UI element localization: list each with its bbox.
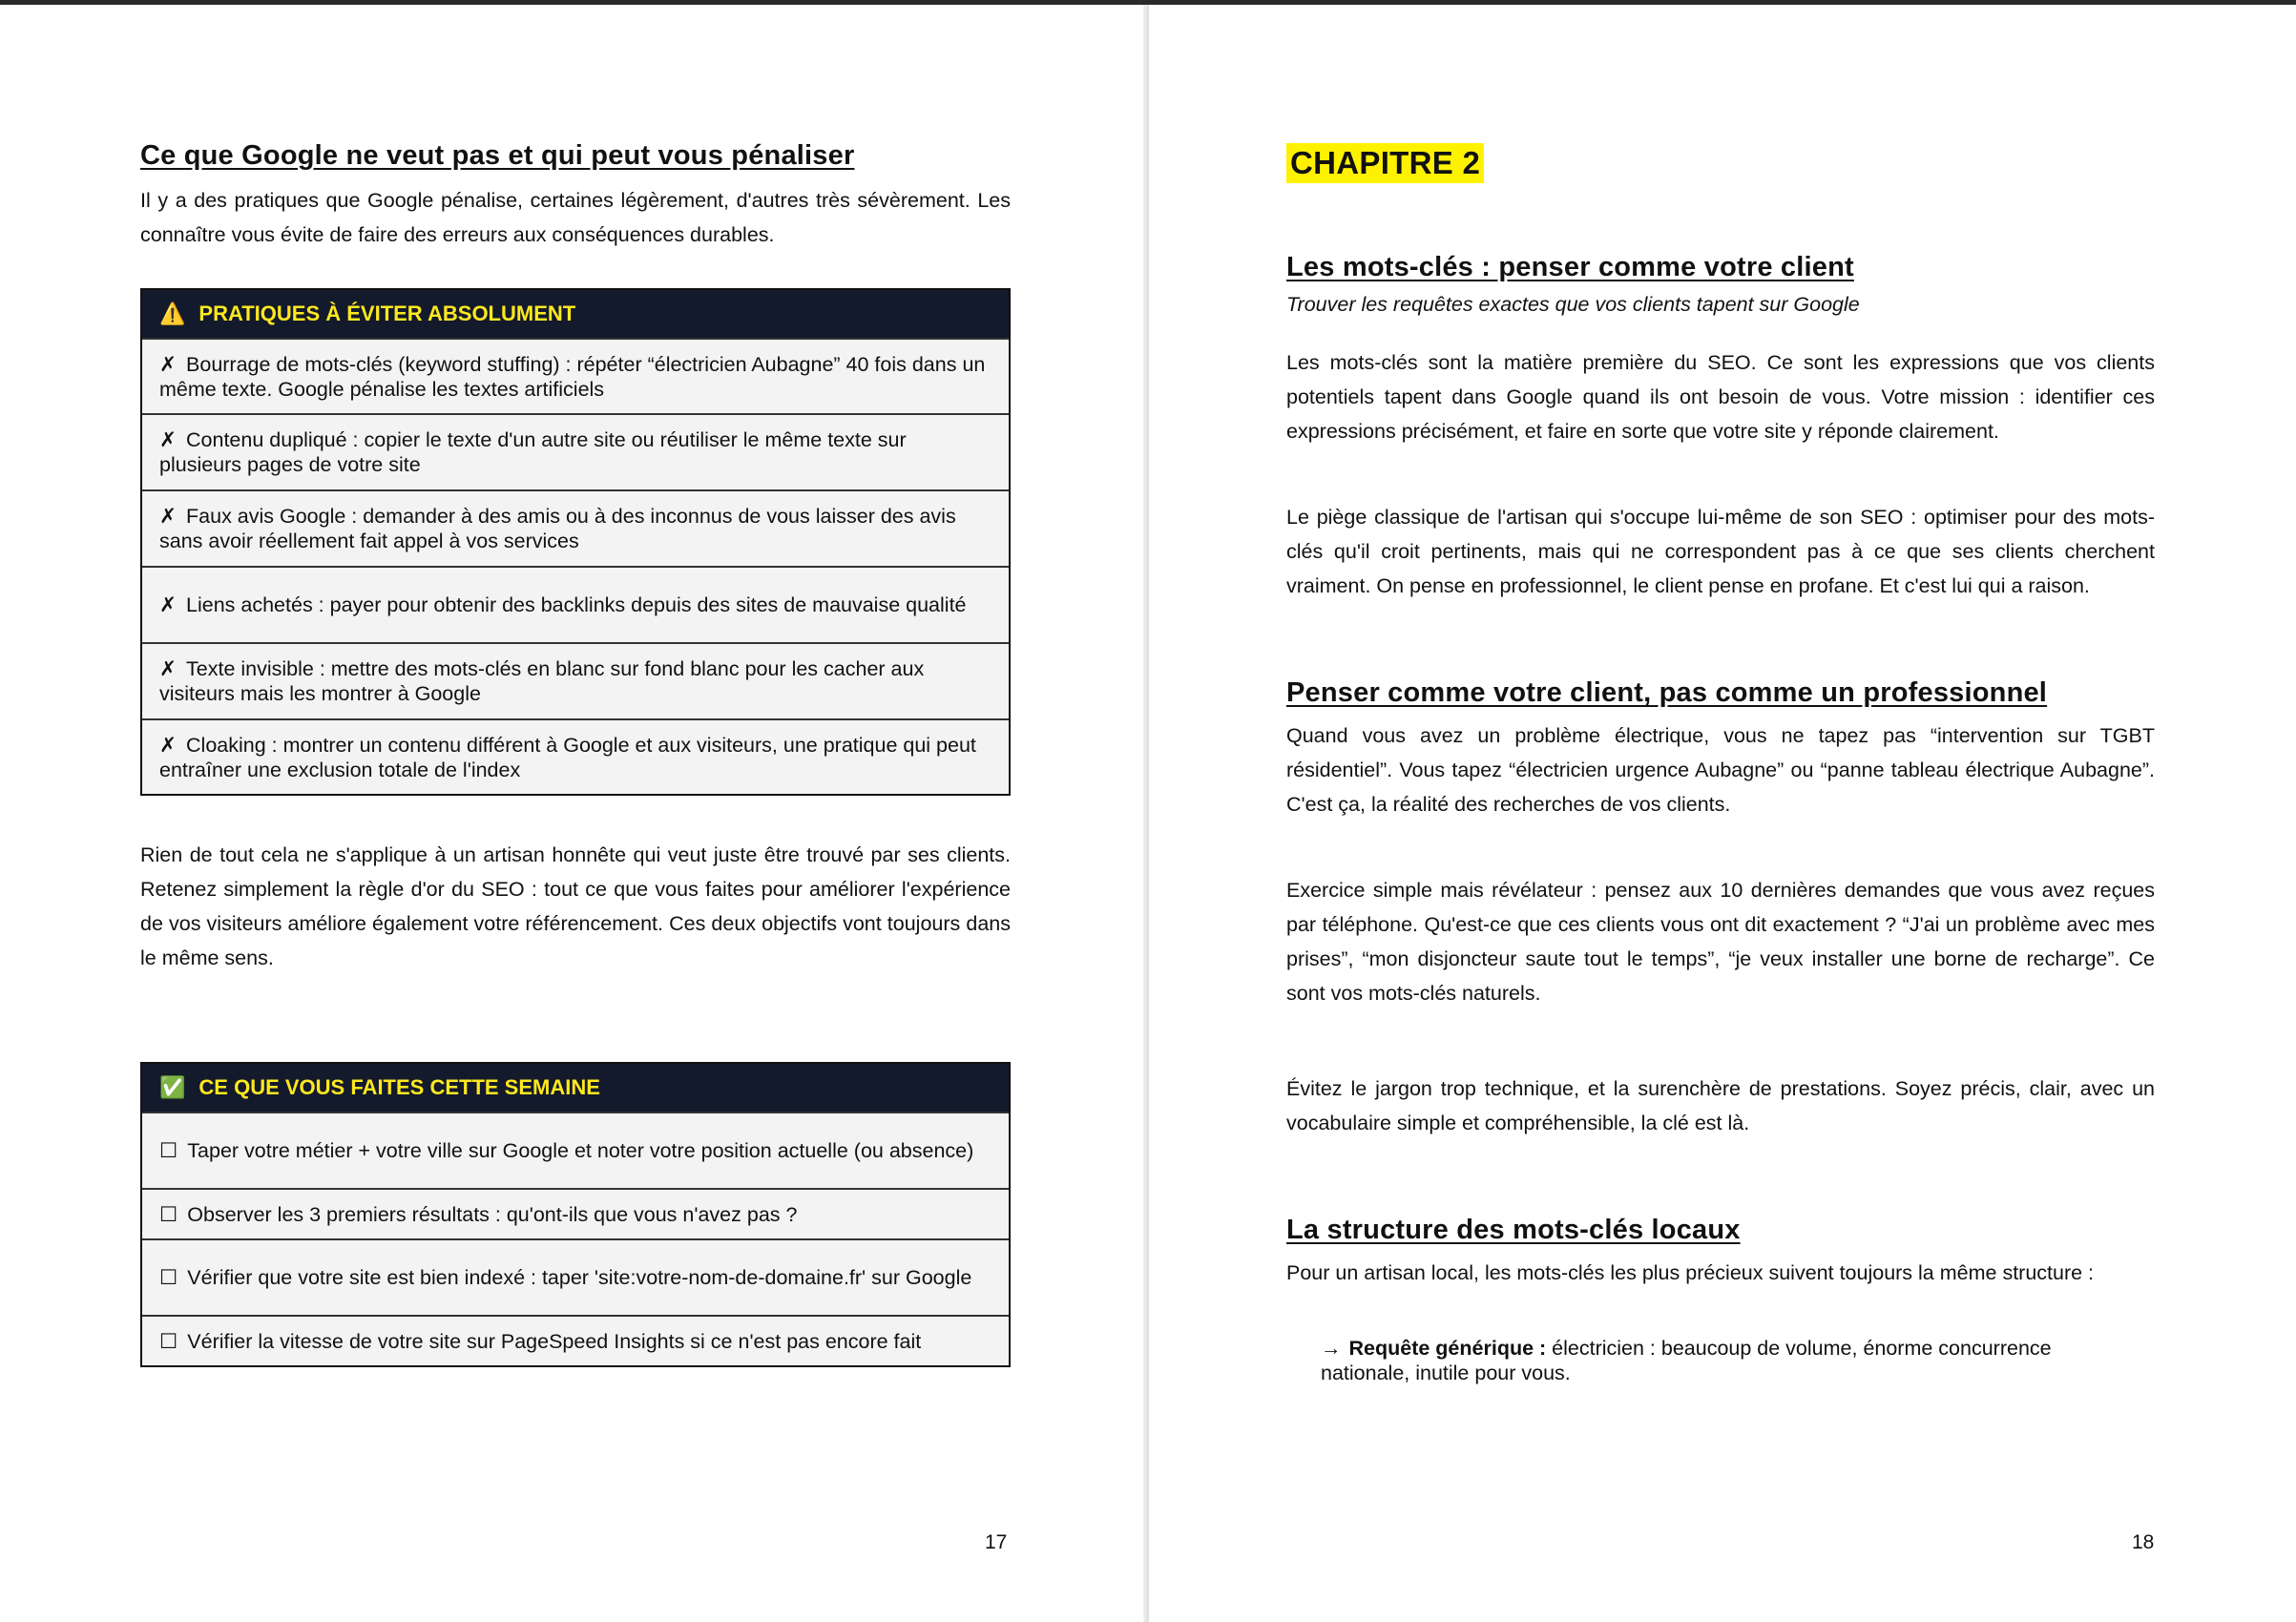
avoid-item [142, 566, 1009, 642]
checkbox-icon: ☐ [159, 1266, 178, 1289]
keywords-paragraph-2: Le piège classique de l'artisan qui s'occupe lui-même de son SEO : optimiser pour des mots-clés qu'il croit pertinents, mais qui ne correspondent pas à ce que ses clients cherchent vraiment. On pense en professionnel, le client pense en profane. Et c'est lui qui a raison. [1286, 506, 2155, 597]
check-icon: ✅ [159, 1075, 186, 1099]
avoid-box-title: PRATIQUES À ÉVITER ABSOLUMENT [198, 302, 576, 325]
client-paragraph-3: Évitez le jargon trop technique, et la surenchère de prestations. Soyez précis, clair, avec un vocabulaire simple et compréhensible, la clé est là. [1286, 1077, 2155, 1134]
avoid-item [142, 642, 1009, 718]
section-subtitle: Trouver les requêtes exactes que vos clients tapent sur Google [1286, 293, 1860, 316]
avoid-item-text: Faux avis Google : demander à des amis ou à des inconnus de vous laisser des avis sans avoir réellement fait appel à vos services [159, 505, 956, 552]
weekly-task-text: Observer les 3 premiers résultats : qu'ont-ils que vous n'avez pas ? [187, 1202, 798, 1226]
cross-icon: ✗ [159, 593, 177, 616]
chapter-title: CHAPITRE 2 [1286, 143, 1484, 183]
checkbox-icon: ☐ [159, 1202, 178, 1226]
local-keywords-paragraph: Pour un artisan local, les mots-clés les plus précieux suivent toujours la même structure : [1286, 1261, 2095, 1284]
avoid-practices-box [140, 288, 1011, 796]
arrow-right-icon: → [1321, 1337, 1342, 1360]
page-number: 17 [985, 1531, 1008, 1553]
checkbox-icon: ☐ [159, 1139, 178, 1162]
avoid-item [142, 413, 1009, 489]
section-heading-local-keywords: La structure des mots-clés locaux [1286, 1215, 1741, 1245]
page-17-content [140, 140, 1011, 1367]
keyword-type-bullet [1321, 1336, 2103, 1385]
weekly-task-item [142, 1315, 1009, 1365]
weekly-box-title: CE QUE VOUS FAITES CETTE SEMAINE [198, 1075, 600, 1099]
avoid-item [142, 718, 1009, 794]
weekly-box-header [142, 1064, 1009, 1112]
avoid-item [142, 338, 1009, 413]
weekly-task-item [142, 1188, 1009, 1238]
conclusion-paragraph: Rien de tout cela ne s'applique à un artisan honnête qui veut juste être trouvé par ses clients. Retenez simplement la règle d'or du SEO : tout ce que vous faites pour améliorer l'expérience de vos visiteurs améliore également votre référencement. Ces deux objectifs vont toujours dans le même sens. [140, 843, 1011, 969]
intro-paragraph: Il y a des pratiques que Google pénalise, certaines légèrement, d'autres très sévèrement. Les connaître vous évite de faire des erreurs aux conséquences durables. [140, 189, 1011, 246]
section-heading-think-like-client: Penser comme votre client, pas comme un professionnel [1286, 677, 2048, 708]
bullet-text: électricien : beaucoup de volume, énorme concurrence nationale, inutile pour vous. [1321, 1337, 2052, 1384]
client-paragraph-2: Exercice simple mais révélateur : pensez aux 10 dernières demandes que vous avez reçues par téléphone. Qu'est-ce que ces clients vous ont dit exactement ? “J'ai un problème avec mes prises”, “mon disjoncteur saute tout le temps”, “je veux installer une borne de recharge”. Ce sont vos mots-clés naturels. [1286, 879, 2155, 1005]
cross-icon: ✗ [159, 733, 177, 757]
weekly-task-text: Vérifier la vitesse de votre site sur PageSpeed Insights si ce n'est pas encore fait [187, 1329, 922, 1353]
page-18 [1149, 5, 2296, 1622]
checkbox-icon: ☐ [159, 1329, 178, 1353]
page-number: 18 [2132, 1531, 2155, 1553]
avoid-item-text: Bourrage de mots-clés (keyword stuffing) : répéter “électricien Aubagne” 40 fois dans un même texte. Google pénalise les textes artificiels [159, 352, 986, 401]
weekly-task-text: Taper votre métier + votre ville sur Google et noter votre position actuelle (ou absence) [187, 1139, 974, 1162]
bullet-label: Requête générique : [1348, 1337, 1547, 1360]
page-17 [0, 5, 1143, 1622]
avoid-item [142, 489, 1009, 566]
weekly-task-item [142, 1238, 1009, 1315]
avoid-item-text: Cloaking : montrer un contenu différent à Google et aux visiteurs, une pratique qui peut entraîner une exclusion totale de l'index [159, 733, 976, 781]
avoid-item-text: Texte invisible : mettre des mots-clés en blanc sur fond blanc pour les cacher aux visiteurs mais les montrer à Google [159, 657, 925, 705]
warning-icon: ⚠️ [159, 302, 186, 325]
avoid-item-text: Liens achetés : payer pour obtenir des backlinks depuis des sites de mauvaise qualité [186, 593, 967, 616]
weekly-tasks-box [140, 1062, 1011, 1367]
cross-icon: ✗ [159, 428, 177, 451]
section-heading-penalties: Ce que Google ne veut pas et qui peut vous pénaliser [140, 140, 855, 171]
keywords-paragraph-1: Les mots-clés sont la matière première du SEO. Ce sont les expressions que vos clients potentiels tapent dans Google quand ils ont besoin de vous. Votre mission : identifier ces expressions précisément, et faire en sorte que votre site y réponde clairement. [1286, 351, 2155, 443]
avoid-box-header [142, 290, 1009, 338]
avoid-item-text: Contenu dupliqué : copier le texte d'un autre site ou réutiliser le même texte sur plusieurs pages de votre site [159, 428, 907, 476]
section-heading-keywords: Les mots-clés : penser comme votre client [1286, 252, 1854, 282]
cross-icon: ✗ [159, 505, 177, 528]
cross-icon: ✗ [159, 352, 177, 376]
page-18-content [1286, 140, 2155, 1385]
weekly-task-text: Vérifier que votre site est bien indexé : taper 'site:votre-nom-de-domaine.fr' sur Google [187, 1266, 972, 1289]
weekly-task-item [142, 1112, 1009, 1188]
cross-icon: ✗ [159, 657, 177, 680]
client-paragraph-1: Quand vous avez un problème électrique, vous ne tapez pas “intervention sur TGBT résidentiel”. Vous tapez “électricien urgence Aubagne” ou “panne tableau électrique Aubagne”. C'est ça, la réalité des recherches de vos clients. [1286, 724, 2155, 816]
